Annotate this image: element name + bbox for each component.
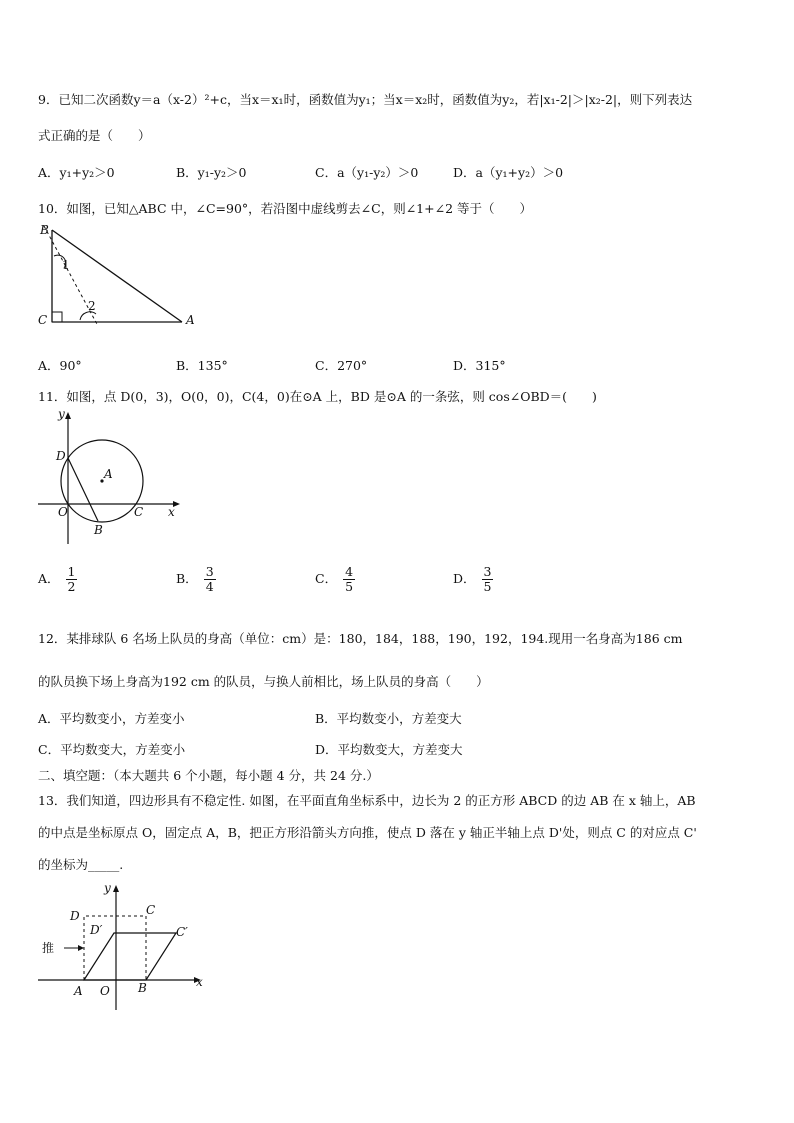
q12-line2: 的队员换下场上身高为192 cm 的队员，与换人前相比，场上队员的身高（ ） xyxy=(38,674,489,689)
q13-label-b: B xyxy=(138,981,147,995)
q10-option-d[interactable]: D．315° xyxy=(453,358,506,373)
q11-option-a[interactable]: A． $\frac{1}{2}$ xyxy=(38,564,76,594)
q10-option-c[interactable]: C．270° xyxy=(315,358,368,373)
q10-angle-1: 1 xyxy=(62,258,70,272)
q9-option-b[interactable]: B．y₁-y₂＞0 xyxy=(176,165,247,180)
q13-line2: 的中点是坐标原点 O，固定点 A，B，把正方形沿箭头方向推，使点 D 落在 y 轴正半轴上点 D'处，则点 C 的对应点 C' xyxy=(38,825,697,840)
q11-option-b[interactable]: B． $\frac{3}{4}$ xyxy=(176,564,214,594)
q11-label-d: D xyxy=(56,449,66,463)
q10-label-c: C xyxy=(38,313,48,327)
q13-label-push: 推 xyxy=(42,941,55,955)
q11-label-a: A xyxy=(104,467,113,481)
q11-fraction-a: $\frac{1}{2}$ xyxy=(67,564,76,594)
q9-option-d[interactable]: D．a（y₁+y₂）＞0 xyxy=(453,165,564,180)
q11-label-x: x xyxy=(168,505,175,519)
q11-label-o: O xyxy=(58,505,68,519)
q11-figure xyxy=(34,408,184,548)
q9-option-a[interactable]: A．y₁+y₂＞0 xyxy=(38,165,115,180)
q13-line1: 13．我们知道，四边形具有不稳定性. 如图，在平面直角坐标系中，边长为 2 的正方形 ABCD 的边 AB 在 x 轴上，AB xyxy=(38,793,696,808)
q9-option-c[interactable]: C．a（y₁-y₂）＞0 xyxy=(315,165,419,180)
q10-option-b[interactable]: B．135° xyxy=(176,358,228,373)
q13-label-d: D xyxy=(70,909,80,923)
q12-option-a[interactable]: A．平均数变小，方差变小 xyxy=(38,711,185,726)
q11-label-y: y xyxy=(58,408,65,421)
q13-label-c: C xyxy=(146,903,156,917)
q12-option-c[interactable]: C．平均数变大，方差变小 xyxy=(38,742,186,757)
q13-figure xyxy=(34,878,214,1014)
q13-line3: 的坐标为_____. xyxy=(38,857,124,872)
q13-label-x: x xyxy=(196,975,203,989)
q13-label-o: O xyxy=(100,984,110,998)
q11-option-d[interactable]: D． $\frac{3}{5}$ xyxy=(453,564,492,594)
q11-fraction-b: $\frac{3}{4}$ xyxy=(205,564,214,594)
q13-label-a: A xyxy=(74,984,83,998)
q11-option-c[interactable]: C． $\frac{4}{5}$ xyxy=(315,564,354,594)
q10-label-b: B xyxy=(40,223,49,237)
q9-line1: 9．已知二次函数y＝a（x-2）²+c，当x＝x₁时，函数值为y₁；当x＝x₂时，函数值为y₂，若|x₁-2|＞|x₂-2|，则下列表达 xyxy=(38,92,693,107)
q11-label-c: C xyxy=(134,505,144,519)
q13-label-d-prime: D′ xyxy=(90,923,103,937)
q12-option-d[interactable]: D．平均数变大，方差变大 xyxy=(315,742,463,757)
q13-label-y: y xyxy=(104,881,111,895)
q10-figure xyxy=(34,218,204,330)
q11-fraction-d: $\frac{3}{5}$ xyxy=(483,564,492,594)
q11-fraction-c: $\frac{4}{5}$ xyxy=(345,564,354,594)
q12-option-b[interactable]: B．平均数变小，方差变大 xyxy=(315,711,462,726)
q10-angle-2: 2 xyxy=(88,299,96,313)
q10-option-a[interactable]: A．90° xyxy=(38,358,82,373)
section-header-fill-in: 二、填空题：（本大题共 6 个小题，每小题 4 分，共 24 分.） xyxy=(38,768,379,783)
q10-label-a: A xyxy=(186,313,195,327)
q11-label-b: B xyxy=(94,523,103,537)
q10-text: 10．如图，已知△ABC 中，∠C=90°，若沿图中虚线剪去∠C，则∠1+∠2 等于（ ） xyxy=(38,201,533,216)
q11-text: 11．如图，点 D(0，3)，O(0，0)，C(4，0)在⊙A 上，BD 是⊙A 的一条弦，则 cos∠OBD＝( ) xyxy=(38,389,597,404)
q12-line1: 12．某排球队 6 名场上队员的身高（单位：cm）是：180，184，188，190，192，194.现用一名身高为186 cm xyxy=(38,631,683,646)
q9-line2: 式正确的是（ ） xyxy=(38,128,151,143)
q13-label-c-prime: C′ xyxy=(176,925,188,939)
